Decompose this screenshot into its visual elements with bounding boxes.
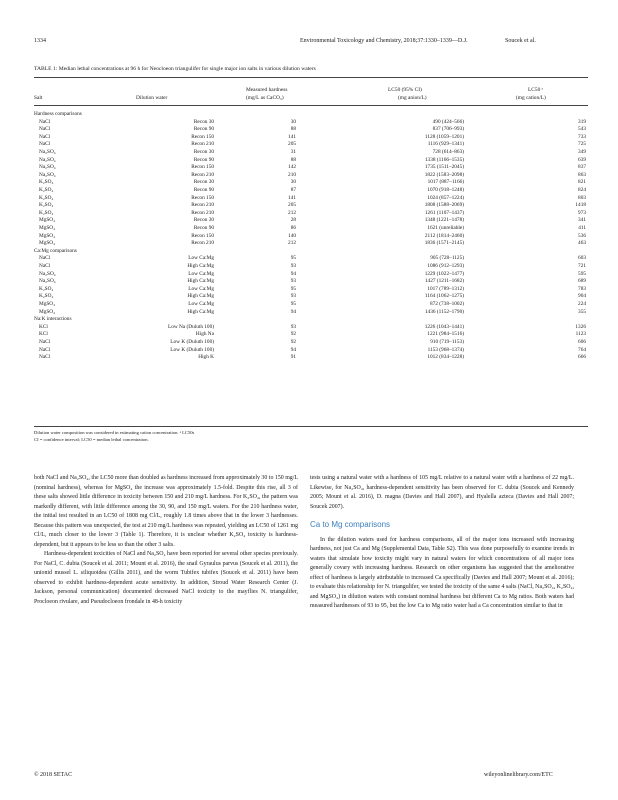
cell-lc50-anion: 1153 (968–1374) (427, 346, 464, 353)
cell-lc50-cation: 837 (578, 164, 586, 171)
cell-hardness: 28 (290, 217, 296, 224)
cell-dilution: High Ca:Mg (187, 308, 214, 315)
table-bottom-rule (34, 426, 588, 427)
section-label: Na:K interactions (34, 316, 72, 323)
cell-hardness: 95 (290, 255, 296, 262)
table-row (34, 293, 588, 301)
cell-lc50-cation: 463 (578, 240, 586, 247)
cell-hardness: 93 (290, 278, 296, 285)
cell-lc50-cation: 349 (578, 149, 586, 155)
cell-hardness: 94 (290, 308, 296, 315)
cell-dilution: High Na (195, 331, 214, 338)
body-paragraph: both NaCl and Na₂SO₄, the LC50 more than doubled as hardness increased from approximately 30 to 150 mg/L (nominal hardness), whereas for MgSO₄ the increase was approximately 1.5-fold. Despite this rise, all 3 of these salts showed little difference in toxicity between 150 and 210 mg/L hardness. For K₂SO₄, the pattern was markedly different, with little difference among the 30, 90, and 150 mg/L waters. For the 210 hardness water, the initial test resulted in an LC50 of 1808 mg Cl/L, roughly 1.8 times above that in the lower 3 hardnesses. Because this pattern was unexpected, the test at 210 mg/L hardness was repeated, yielding an LC50 of 1261 mg Cl/L, much closer to the lower 3 (Table 1). Therefore, it is unclear whether K₂SO₄ toxicity is hardness-dependent, but it appears to be less so than the other 3 salts. (34, 475, 298, 548)
cell-lc50-anion: 1024 (857–1224) (427, 194, 464, 201)
cell-hardness: 141 (288, 133, 296, 140)
cell-lc50-anion: 1226 (1043–1441) (424, 323, 464, 330)
cell-lc50-anion: 1338 (1166–1535) (424, 156, 464, 163)
cell-lc50-anion: 728 (614–863) (432, 149, 464, 155)
table-footnote-2: CI = confidence interval; LC50 = median lethal concentration. (34, 437, 149, 442)
header-lc50-bottom: (mg anion/L) (398, 95, 427, 101)
section-heading: Ca to Mg comparisons (310, 520, 391, 529)
cell-lc50-anion: 1012 (834–1228) (427, 354, 464, 361)
cell-lc50-cation: 536 (578, 232, 586, 239)
table-top-rule (34, 77, 588, 78)
cell-lc50-cation: 863 (578, 171, 586, 178)
cell-hardness: 92 (290, 339, 296, 345)
cell-dilution: Low Ca:Mg (188, 270, 214, 277)
table-section-heading (34, 316, 588, 324)
cell-dilution: Recon 150 (191, 133, 214, 140)
cell-dilution: High Ca:Mg (187, 278, 214, 285)
table-row (34, 202, 588, 210)
table-row (34, 354, 588, 362)
cell-lc50-cation: 666 (578, 354, 586, 361)
cell-lc50-cation: 224 (578, 301, 586, 307)
cell-lc50-cation: 821 (578, 179, 586, 186)
journal-url-footer[interactable]: wileyonlinelibrary.com/ETC (484, 772, 553, 778)
cell-hardness: 210 (288, 171, 296, 178)
cell-salt: NaCl (39, 126, 51, 133)
cell-lc50-cation: 319 (578, 118, 586, 125)
cell-lc50-anion: 1221 (984–1516) (427, 331, 464, 338)
cell-salt: Na₂SO₄ (39, 270, 56, 277)
table-row (34, 286, 588, 294)
cell-lc50-cation: 355 (578, 308, 586, 315)
cell-lc50-anion: 905 (728–1125) (430, 255, 464, 262)
running-authors: Soucek et al. (505, 38, 536, 44)
body-column-left (34, 474, 298, 607)
header-hardness-top: Measured hardness (246, 87, 288, 93)
cell-dilution: Recon 30 (193, 217, 214, 224)
cell-salt: MgSO₄ (39, 232, 55, 239)
cell-hardness: 95 (290, 285, 296, 292)
cell-salt: KCl (39, 331, 48, 338)
table-row (34, 119, 588, 127)
cell-hardness: 93 (290, 293, 296, 300)
header-dilution: Dilution water (136, 95, 168, 101)
cell-lc50-anion: 1436 (1152–1790) (424, 308, 464, 315)
cell-lc50-anion: 910 (719–1153) (430, 339, 464, 345)
cell-dilution: Recon 30 (193, 149, 214, 155)
table-row (34, 331, 588, 339)
cell-salt: NaCl (39, 133, 51, 140)
cell-lc50-cation: 1326 (575, 323, 586, 330)
cell-lc50-cation: 639 (578, 156, 586, 163)
cell-dilution: Recon 210 (191, 171, 214, 178)
cell-hardness: 94 (290, 346, 296, 353)
table-row (34, 210, 588, 218)
cell-salt: NaCl (39, 141, 51, 148)
body-column-right (310, 474, 574, 612)
cell-dilution: Recon 90 (193, 225, 214, 231)
cell-lc50-cation: 824 (578, 187, 586, 193)
cell-hardness: 205 (288, 202, 296, 209)
cell-salt: MgSO₄ (39, 217, 55, 224)
table-row (34, 157, 588, 165)
cell-lc50-anion: 1229 (1022–1477) (424, 270, 464, 277)
header-salt: Salt (34, 95, 43, 101)
cell-lc50-anion: 1427 (1211–1682) (424, 278, 464, 285)
table-footnote-1: Dilution water composition was considered in estimating cation concentration. ᵃ LC50s (34, 430, 195, 435)
cell-lc50-cation: 1418 (575, 202, 586, 209)
table-row (34, 233, 588, 241)
cell-salt: K₂SO₄ (39, 285, 54, 292)
cell-salt: Na₂SO₄ (39, 278, 56, 285)
cell-salt: MgSO₄ (39, 301, 55, 307)
cell-dilution: Recon 210 (191, 141, 214, 148)
cell-lc50-anion: 1164 (1062–1275) (424, 293, 464, 300)
cell-salt: K₂SO₄ (39, 179, 54, 186)
cell-dilution: Recon 90 (193, 126, 214, 133)
header-hardness-bottom: (mg/L as CaCO₃) (246, 95, 284, 101)
table-row (34, 301, 588, 309)
cell-dilution: Recon 210 (191, 202, 214, 209)
cell-salt: K₂SO₄ (39, 209, 54, 216)
cell-lc50-anion: 1621 (unreliable) (427, 225, 464, 231)
table-row (34, 164, 588, 172)
cell-dilution: Recon 90 (193, 187, 214, 193)
cell-dilution: High K (198, 354, 214, 361)
cell-dilution: Recon 90 (193, 156, 214, 163)
table-row (34, 255, 588, 263)
cell-lc50-anion: 1836 (1571–2145) (424, 240, 464, 247)
cell-salt: NaCl (39, 263, 51, 269)
cell-lc50-cation: 543 (578, 126, 586, 133)
section-label: Ca:Mg comparisons (34, 247, 77, 254)
table-row (34, 309, 588, 317)
table-row (34, 126, 588, 134)
cell-dilution: Recon 210 (191, 240, 214, 247)
body-paragraph: In the dilution waters used for hardness comparisons, all of the major ions increased with increasing hardness, not just Ca and Mg (Supplemental Data, Table S2). This was done purposefully to examine trends in waters that simulate how toxicity might vary in natural waters for which concentrations of all major ions generally covary with increasing hardness. Research on other organisms has suggested that the ameliorative effect of hardness is largely attributable to increased Ca specifically (Davies and Hall 2007; Mount et al. 2016); to evaluate this relationship for N. triangulifer, we tested the toxicity of the same 4 salts (NaCl, Na₂SO₄, K₂SO₄, and MgSO₄) in dilution waters with constant nominal hardness but different Ca to Mg ratios. Both waters had measured hardnesses of 93 to 95, but the low Ca to Mg ratio water had a Ca concentration similar to that in (310, 536, 574, 609)
table-section-heading (34, 111, 588, 119)
table-row (34, 187, 588, 195)
cell-salt: Na₂SO₄ (39, 156, 56, 163)
copyright-footer: © 2018 SETAC (34, 772, 73, 778)
cell-hardness: 95 (290, 301, 296, 307)
cell-lc50-cation: 733 (578, 133, 586, 140)
cell-lc50-cation: 725 (578, 141, 586, 148)
cell-lc50-cation: 973 (578, 209, 586, 216)
cell-hardness: 142 (288, 164, 296, 171)
cell-lc50-cation: 603 (578, 255, 586, 262)
cell-dilution: High Ca:Mg (187, 293, 214, 300)
table-row (34, 217, 588, 225)
cell-salt: K₂SO₄ (39, 202, 54, 209)
cell-salt: MgSO₄ (39, 308, 55, 315)
journal-citation: Environmental Toxicology and Chemistry, 2018;37:1330–1339—D.J. (300, 38, 468, 44)
cell-dilution: Recon 210 (191, 209, 214, 216)
cell-lc50-anion: 1116 (929–1341) (427, 141, 464, 148)
cell-hardness: 30 (290, 179, 296, 186)
cell-dilution: Low K (Duluth 100) (170, 346, 214, 353)
table-row (34, 278, 588, 286)
cell-hardness: 94 (290, 270, 296, 277)
cell-hardness: 88 (290, 126, 296, 133)
table-row (34, 347, 588, 355)
table-section-heading (34, 248, 588, 256)
cell-lc50-anion: 1086 (912–1293) (427, 263, 464, 269)
cell-lc50-anion: 2112 (1814–2460) (424, 232, 464, 239)
table-caption: TABLE 1: Median lethal concentrations at 96 h for Neocloeon triangulifer for single major ion salts in various dilution waters (34, 66, 316, 72)
cell-lc50-anion: 1348 (1221–1478) (424, 217, 464, 224)
cell-lc50-anion: 1128 (1059–1201) (424, 133, 464, 140)
cell-salt: K₂SO₄ (39, 293, 54, 300)
cell-lc50-cation: 783 (578, 285, 586, 292)
cell-hardness: 88 (290, 156, 296, 163)
cell-dilution: Low Ca:Mg (188, 255, 214, 262)
cell-lc50-anion: 872 (738–1002) (430, 301, 464, 307)
cell-lc50-cation: 595 (578, 270, 586, 277)
cell-lc50-anion: 1017 (789–1312) (427, 285, 464, 292)
cell-lc50-cation: 721 (578, 263, 586, 269)
cell-dilution: Recon 150 (191, 194, 214, 201)
cell-lc50-cation: 803 (578, 194, 586, 201)
cell-hardness: 92 (290, 331, 296, 338)
page-number: 1334 (34, 38, 46, 44)
cell-salt: NaCl (39, 346, 51, 353)
cell-salt: MgSO₄ (39, 240, 55, 247)
cell-dilution: Recon 150 (191, 164, 214, 171)
cell-lc50-cation: 689 (578, 278, 586, 285)
table-row (34, 339, 588, 347)
header-lc50b-bottom: (mg cation/L) (516, 95, 546, 101)
cell-lc50-cation: 764 (578, 346, 586, 353)
cell-lc50-anion: 490 (424–566) (432, 118, 464, 125)
table-row (34, 324, 588, 332)
cell-lc50-cation: 904 (578, 293, 586, 300)
table-header-rule (34, 105, 588, 106)
cell-salt: K₂SO₄ (39, 187, 54, 193)
cell-lc50-cation: 341 (578, 217, 586, 224)
cell-hardness: 87 (290, 187, 296, 193)
table-row (34, 179, 588, 187)
cell-salt: Na₂SO₄ (39, 164, 56, 171)
cell-salt: K₂SO₄ (39, 194, 54, 201)
cell-dilution: Low Na (Duluth 100) (167, 323, 214, 330)
cell-salt: KCl (39, 323, 48, 330)
cell-lc50-anion: 1735 (1511–2045) (424, 164, 464, 171)
header-lc50b-top: LC50 ᵃ (528, 87, 544, 93)
table-row (34, 271, 588, 279)
table-row (34, 240, 588, 248)
cell-hardness: 91 (290, 354, 296, 361)
cell-lc50-cation: 411 (578, 225, 586, 231)
cell-hardness: 93 (290, 323, 296, 330)
cell-salt: NaCl (39, 118, 51, 125)
table-row (34, 134, 588, 142)
body-paragraph: tests using a natural water with a hardness of 105 mg/L relative to a natural water with a hardness of 22 mg/L. Likewise, for Na₂SO₄, hardness-dependent sensitivity has been observed for C. dubia (Soucek and Kennedy 2005; Mount et al. 2016), D. magna (Davies and Hall 2007), and Hyalella azteca (Davies and Hall 2007; Soucek 2007). (310, 475, 574, 510)
table-row (34, 225, 588, 233)
cell-lc50-anion: 1808 (1588–2069) (424, 202, 464, 209)
table-row (34, 149, 588, 157)
cell-lc50-anion: 1017 (887–1166) (427, 179, 464, 186)
cell-hardness: 205 (288, 141, 296, 148)
cell-lc50-anion: 837 (706–993) (432, 126, 464, 133)
cell-lc50-anion: 1261 (1107–1437) (424, 209, 464, 216)
cell-dilution: High Ca:Mg (187, 263, 214, 269)
cell-hardness: 31 (290, 149, 296, 155)
cell-lc50-cation: 1123 (575, 331, 586, 338)
section-label: Hardness comparisons (34, 111, 82, 117)
cell-hardness: 140 (288, 232, 296, 239)
cell-salt: Na₂SO₄ (39, 149, 56, 155)
cell-hardness: 86 (290, 225, 296, 231)
table-row (34, 195, 588, 203)
cell-hardness: 141 (288, 194, 296, 201)
cell-dilution: Low Ca:Mg (188, 301, 214, 307)
cell-salt: NaCl (39, 354, 51, 361)
cell-dilution: Recon 150 (191, 232, 214, 239)
cell-salt: NaCl (39, 339, 51, 345)
table-row (34, 141, 588, 149)
cell-hardness: 93 (290, 263, 296, 269)
cell-dilution: Recon 30 (193, 118, 214, 125)
cell-dilution: Recon 30 (193, 179, 214, 186)
cell-hardness: 30 (290, 118, 296, 125)
cell-dilution: Low Ca:Mg (188, 285, 214, 292)
cell-lc50-cation: 606 (578, 339, 586, 345)
cell-lc50-anion: 1070 (918–1248) (427, 187, 464, 193)
cell-dilution: Low K (Duluth 100) (170, 339, 214, 345)
table-row (34, 172, 588, 180)
cell-lc50-anion: 1822 (1583–2098) (424, 171, 464, 178)
cell-hardness: 212 (288, 240, 296, 247)
table-row (34, 263, 588, 271)
cell-salt: Na₂SO₄ (39, 171, 56, 178)
header-lc50-top: LC50 (95% CI) (388, 87, 422, 93)
body-paragraph: Hardness-dependent toxicities of NaCl and Na₂SO₄ have been reported for several other species previously. For NaCl, C. dubia (Soucek et al. 2011; Mount et al. 2016), the snail Gyraulus parvus (Soucek et al. 2011), the unionid mussel L. siliquoidea (Gillis 2011), and the worm Tubifex tubifex (Soucek et al. 2011) have been observed to exhibit hardness-dependent acute sensitivity. In addition, Stroud Water Research Center (J. Jackson, personal communication) documented decreased NaCl toxicity to the mayflies N. triangulifer, Procloeon rivulare, and Pseudocloeon frondale in 48-h toxicity (34, 551, 298, 605)
cell-salt: MgSO₄ (39, 225, 55, 231)
cell-hardness: 212 (288, 209, 296, 216)
cell-salt: NaCl (39, 255, 51, 262)
